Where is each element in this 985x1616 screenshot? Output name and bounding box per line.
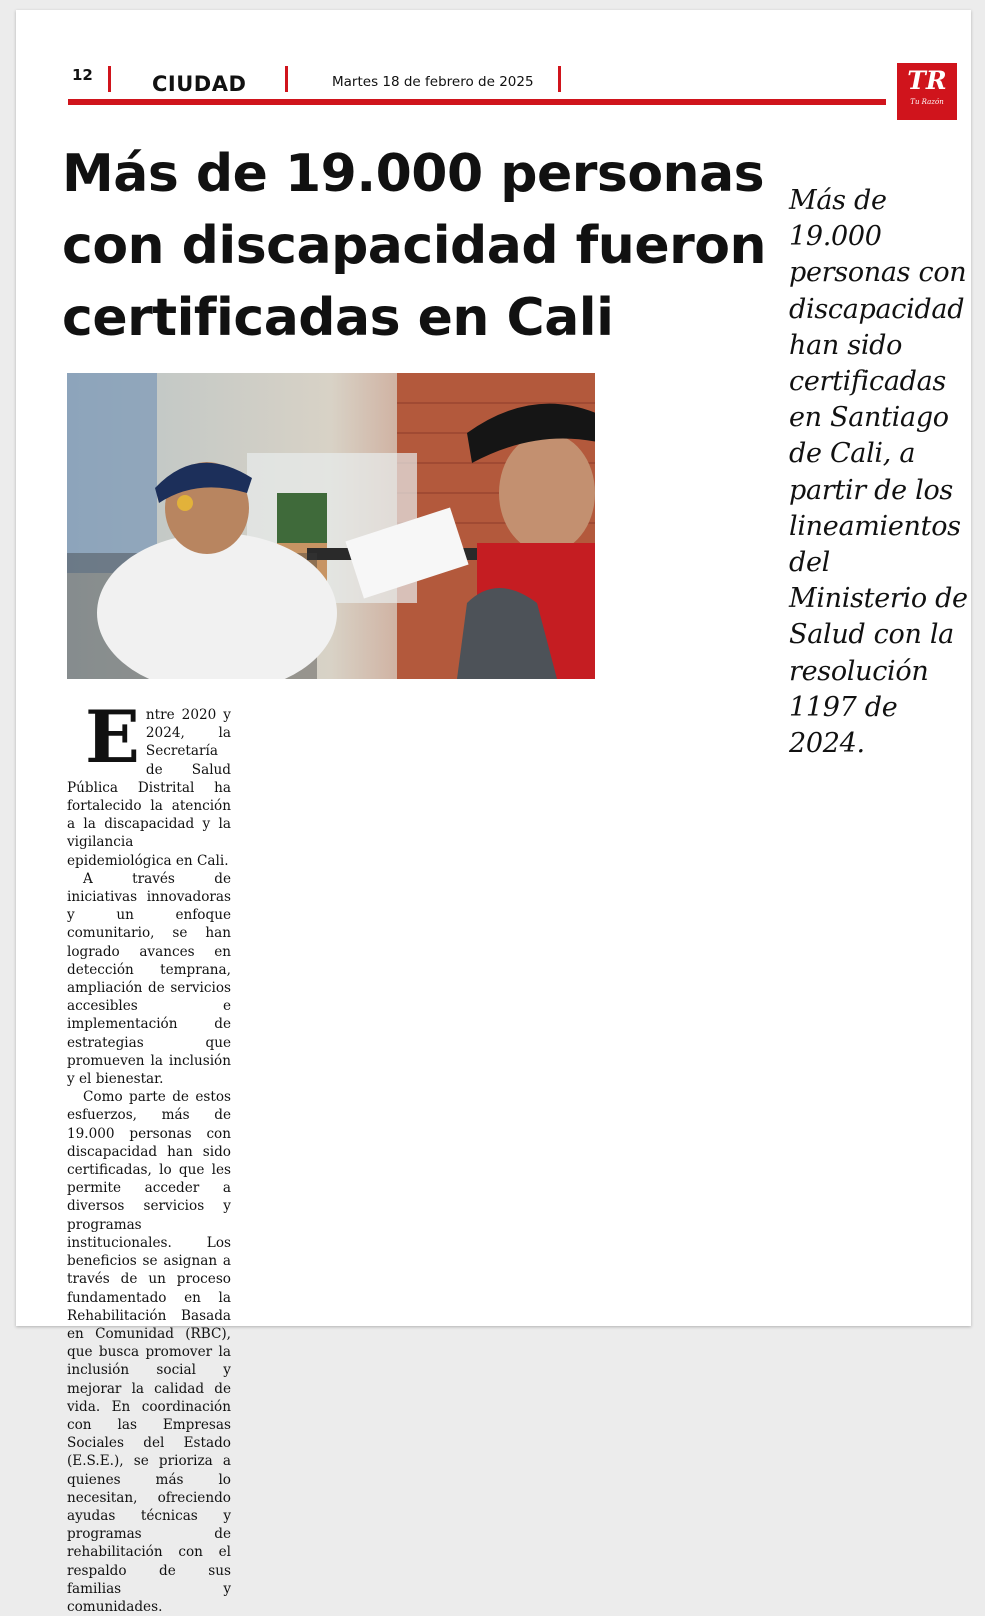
logo-subtext: Tu Razón: [910, 98, 944, 106]
header-separator: [285, 66, 288, 92]
article-paragraph: A través de iniciativas innovadoras y un enfoque comunitario, se han logrado avances en detección temprana, ampliación de servicios accesibles e implementación de estrategias que promueven la inclusión y el bienestar.: [67, 870, 231, 1088]
article-photo: [67, 373, 595, 679]
page-number: 12: [72, 66, 93, 84]
article-paragraph: Como parte de estos esfuerzos, más de 19.000 personas con discapacidad han sido certificadas, lo que les permite acceder a diversos servicios y programas institucionales. Los beneficios se asignan a través de un proceso fundamentado en la Rehabilitación Basada en Comunidad (RBC), que busca promover la inclusión social y mejorar la calidad de vida. En coordinación con las Empresas Sociales del Estado (E.S.E.), se prioriza a quienes más lo necesitan, ofreciendo ayudas técnicas y programas de rehabilitación con el respaldo de sus familias y comunidades.: [67, 1089, 231, 1615]
article-paragraph: ntre 2020 y 2024, la Secretaría de Salud Pública Distrital ha fortalecido la atención a la discapacidad y la vigilancia epidemiológica en Cali.: [67, 707, 231, 869]
drop-cap: E: [85, 694, 140, 779]
article-column-1: [67, 694, 231, 1616]
header-separator: [108, 66, 111, 92]
logo-mark: TR: [907, 66, 947, 95]
pull-quote: Más de 19.000 personas con discapacidad han sido certificadas en Santiago de Cali, a partir de los lineamientos del Ministerio de Salud con la resolución 1197 de 2024.: [789, 185, 968, 760]
article-headline: Más de 19.000 personas con discapacidad fueron certificadas en Cali: [62, 144, 766, 348]
header-rule: [68, 99, 886, 105]
newspaper-logo: [897, 63, 957, 120]
article-column-2: [248, 1268, 413, 1269]
section-name: CIUDAD: [152, 72, 247, 96]
issue-date: Martes 18 de febrero de 2025: [332, 74, 534, 90]
photo-illustration: [67, 373, 595, 679]
header-separator: [558, 66, 561, 92]
